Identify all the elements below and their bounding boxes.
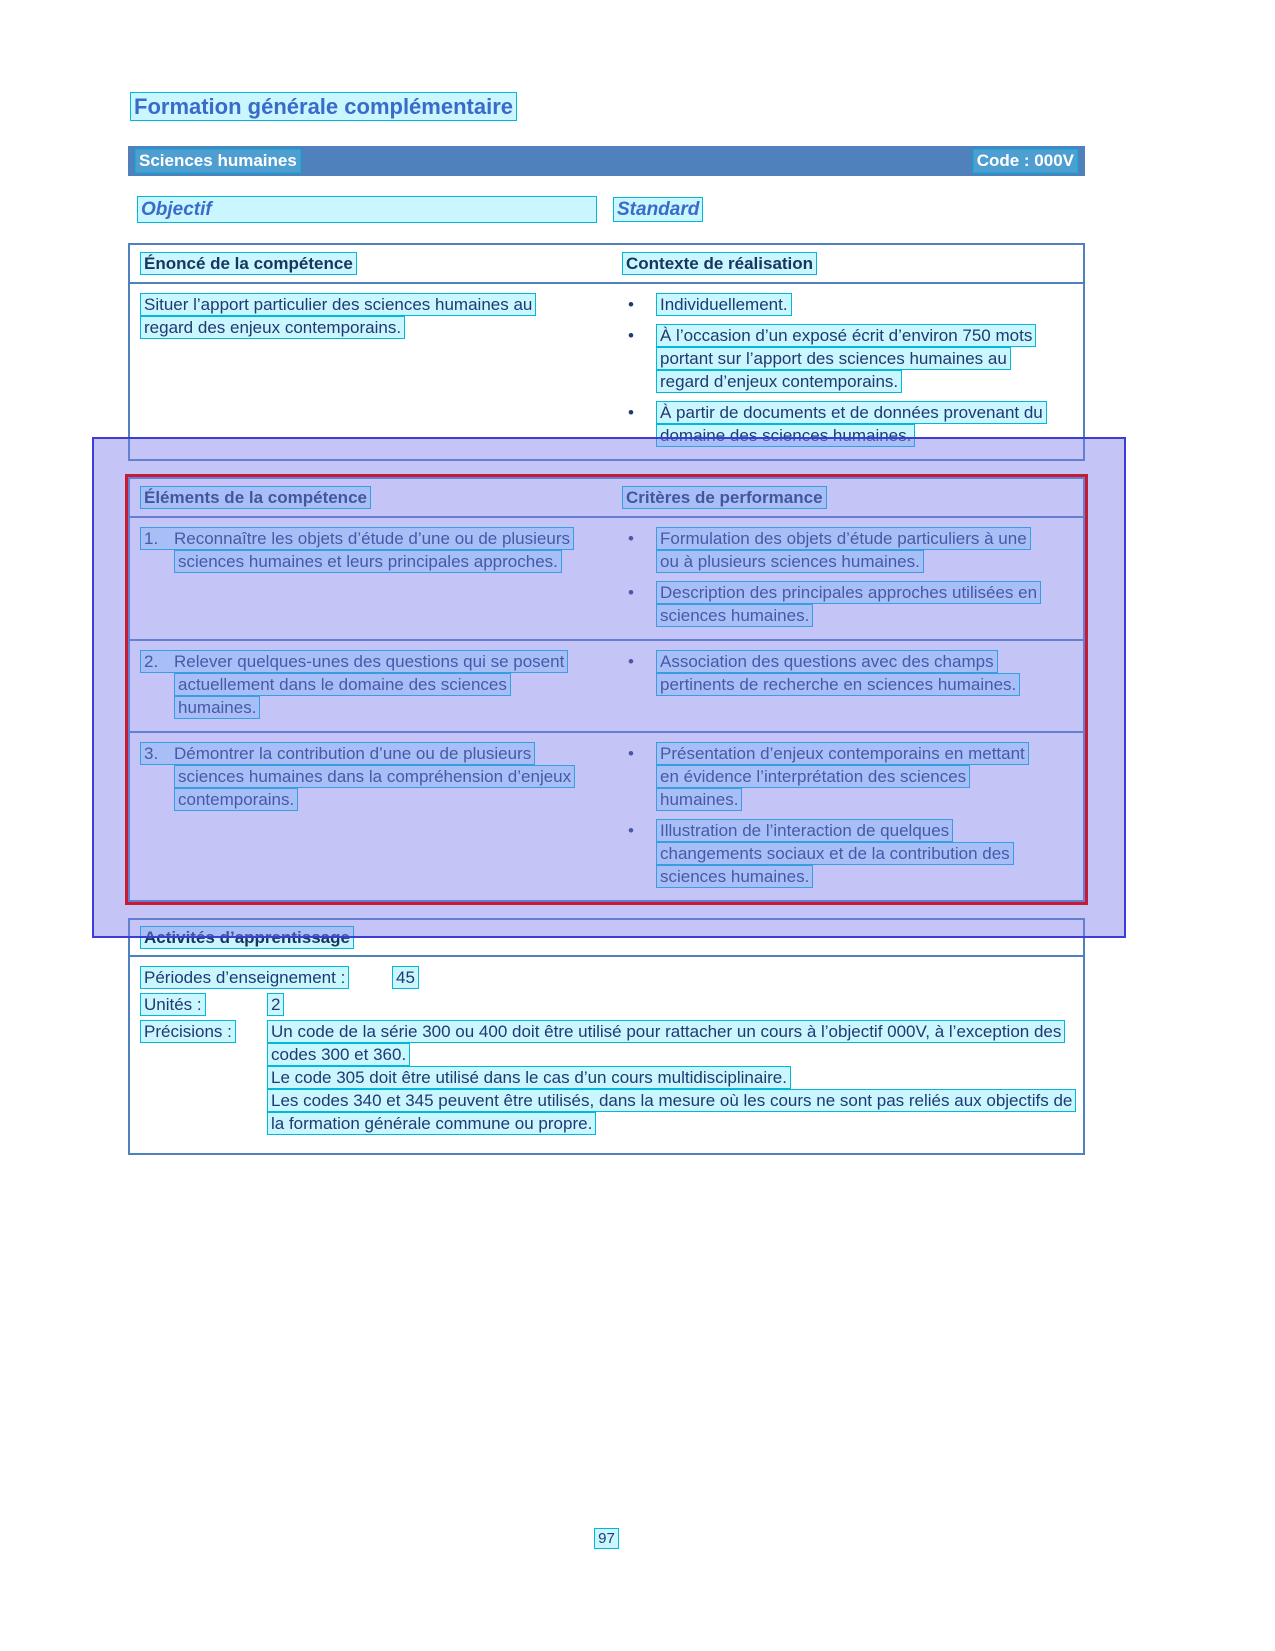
element-row [130,639,1083,731]
course-code: Code : 000V [973,149,1078,173]
contexte-header-cell [612,245,1083,282]
contexte-cell [612,284,1083,459]
bullet-icon: • [628,295,634,314]
criterion-text: Présentation d’enjeux contemporains en mettant en évidence l’interprétation des sciences humaines. [656,742,1029,811]
numbered-item [140,650,572,719]
context-bullet-text: À l’occasion d’un exposé écrit d’environ 750 mots portant sur l’apport des sciences humaines au regard d’enjeux contemporains. [656,324,1036,393]
criterion-item [622,819,1043,888]
bullet-icon: • [628,744,634,763]
element-row [130,731,1083,900]
precision-line: Les codes 340 et 345 peuvent être utilisés, dans la mesure où les cours ne sont pas reliés aux objectifs de la formation générale commune ou propre. [267,1089,1073,1135]
contexte-header: Contexte de réalisation [622,252,817,275]
precision-line: Le code 305 doit être utilisé dans le cas d’un cours multidisciplinaire. [267,1066,1073,1089]
context-bullet-text: Individuellement. [656,293,792,316]
bullet-icon: • [628,529,634,548]
criterion-item [622,650,1043,696]
element-number: 3. [144,744,159,763]
column-labels [128,196,1085,223]
competence-table-body [130,284,1083,459]
criteria-cell [612,733,1083,900]
page-title-text: Formation générale complémentaire [130,92,517,121]
elements-header: Éléments de la compétence [140,486,371,509]
enonce-paragraph [140,293,572,339]
numbered-item [140,527,572,573]
element-row [130,518,1083,639]
bullet-icon: • [628,326,634,345]
precisions-text [267,1020,1073,1135]
subject-banner [128,146,1085,176]
bullet-icon: • [628,583,634,602]
criterion-text: Description des principales approches utilisées en sciences humaines. [656,581,1041,627]
element-cell [130,641,612,731]
enonce-header-cell [130,245,612,282]
periodes-label: Périodes d’enseignement : [140,966,349,989]
bullet-icon: • [628,652,634,671]
periodes-value: 45 [392,966,419,989]
element-text: Relever quelques-unes des questions qui se posent actuellement dans le domaine des sciences humaines. [174,652,565,717]
precisions-row [140,1020,1073,1135]
criterion-item [622,527,1043,573]
standard-label: Standard [613,197,703,222]
precision-line: Un code de la série 300 ou 400 doit être utilisé pour rattacher un cours à l’objectif 000V, à l’exception des codes 300 et 360. [267,1020,1073,1066]
page-title [130,94,1085,120]
criteres-header: Critères de performance [622,486,827,509]
elements-header-cell [130,479,612,516]
elements-annotated-region [128,477,1085,902]
page-content [128,0,1085,1155]
subject-name: Sciences humaines [135,149,301,173]
context-bullet-text: À partir de documents et de données provenant du domaine des sciences humaines. [656,401,1047,447]
page-number: 97 [128,1529,1085,1548]
criteria-cell [612,518,1083,639]
context-bullet [622,401,1043,447]
element-cell [130,518,612,639]
unites-label: Unités : [140,993,206,1016]
bullet-icon: • [628,403,634,422]
criterion-item [622,581,1043,627]
periodes-row [140,966,1073,989]
bullet-icon: • [628,821,634,840]
elements-table [128,477,1085,902]
unites-row [140,993,1073,1016]
criteres-header-cell [612,479,1083,516]
element-number: 2. [144,652,159,671]
elements-table-header [130,479,1083,518]
context-bullet [622,324,1043,393]
activities-body [130,957,1083,1153]
enonce-cell [130,284,612,459]
activities-header: Activités d’apprentissage [140,926,354,949]
enonce-header: Énoncé de la compétence [140,252,357,275]
enonce-text: Situer l’apport particulier des sciences humaines au regard des enjeux contemporains. [140,293,536,339]
criterion-text: Formulation des objets d’étude particuliers à une ou à plusieurs sciences humaines. [656,527,1031,573]
objectif-label: Objectif [137,196,597,223]
criterion-text: Association des questions avec des champs pertinents de recherche en sciences humaines. [656,650,1020,696]
activities-section [128,918,1085,1155]
numbered-item [140,742,572,811]
criteria-cell [612,641,1083,731]
element-text: Reconnaître les objets d’étude d’une ou de plusieurs sciences humaines et leurs principales approches. [174,529,570,571]
competence-table [128,243,1085,461]
criterion-item [622,742,1043,811]
activities-header-row [130,920,1083,957]
precisions-label: Précisions : [140,1020,236,1043]
context-bullet [622,293,1043,316]
unites-value: 2 [267,993,284,1016]
element-text: Démontrer la contribution d’une ou de plusieurs sciences humaines dans la compréhension d’enjeux contemporains. [174,744,572,809]
element-cell [130,733,612,900]
element-number: 1. [144,529,159,548]
competence-table-header [130,245,1083,284]
criterion-text: Illustration de l’interaction de quelques changements sociaux et de la contribution des sciences humaines. [656,819,1014,888]
